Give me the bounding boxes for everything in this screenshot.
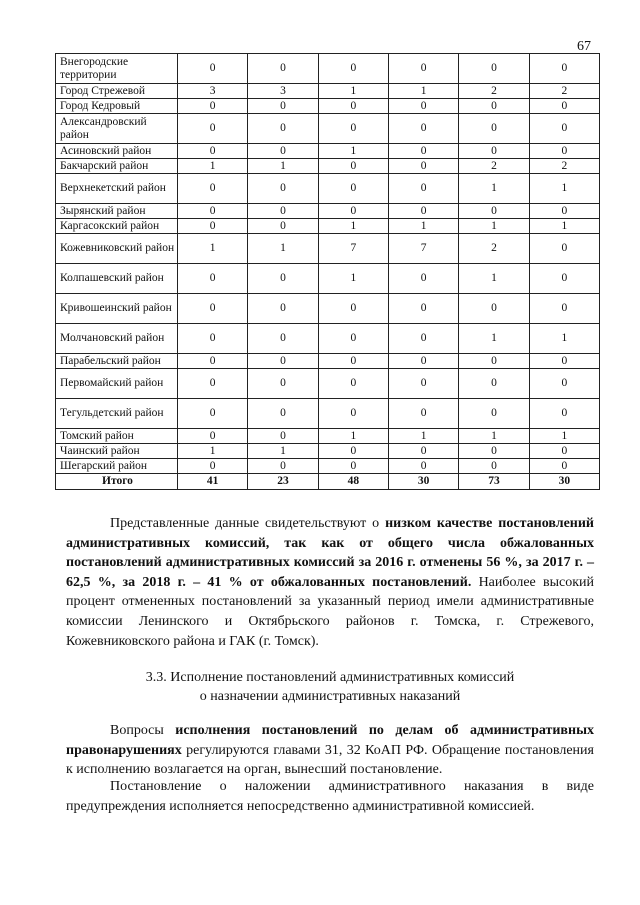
table-cell-district: Асиновский район bbox=[56, 144, 178, 159]
table-cell-value: 0 bbox=[248, 219, 318, 234]
table-row bbox=[56, 144, 600, 159]
table-cell-value: 0 bbox=[248, 174, 318, 204]
table-cell-value: 0 bbox=[529, 354, 599, 369]
table-cell-value: 0 bbox=[318, 114, 388, 144]
table-cell-value: 0 bbox=[529, 114, 599, 144]
table-cell-value: 30 bbox=[529, 474, 599, 490]
table-cell-value: 0 bbox=[248, 459, 318, 474]
appeals-table bbox=[55, 53, 600, 490]
section-heading bbox=[66, 668, 594, 706]
paragraph-quality-conclusion bbox=[66, 514, 594, 651]
table-cell-value: 0 bbox=[388, 204, 458, 219]
table-cell-value: 1 bbox=[248, 444, 318, 459]
table-row bbox=[56, 444, 600, 459]
table-cell-value: 1 bbox=[459, 324, 529, 354]
table-cell-value: 0 bbox=[388, 354, 458, 369]
table-cell-value: 0 bbox=[248, 369, 318, 399]
table-cell-value: 1 bbox=[178, 159, 248, 174]
table-cell-value: 48 bbox=[318, 474, 388, 490]
table-cell-value: 1 bbox=[529, 174, 599, 204]
paragraph-text: регулируются главами 31, 32 КоАП РФ. Обращение постановления к исполнению возлагается на орган, вынесший постановление. bbox=[66, 742, 594, 778]
table-cell-district: Шегарский район bbox=[56, 459, 178, 474]
page-number: 67 bbox=[577, 39, 591, 54]
table-row bbox=[56, 234, 600, 264]
table-cell-value: 3 bbox=[178, 84, 248, 99]
table-row bbox=[56, 54, 600, 84]
table-row bbox=[56, 264, 600, 294]
paragraph-text: Вопросы bbox=[110, 723, 176, 738]
table-cell-district: Зырянский район bbox=[56, 204, 178, 219]
table-cell-value: 0 bbox=[318, 459, 388, 474]
table-cell-value: 0 bbox=[459, 459, 529, 474]
table-cell-value: 1 bbox=[388, 219, 458, 234]
table-cell-value: 0 bbox=[459, 54, 529, 84]
table-cell-value: 2 bbox=[459, 159, 529, 174]
table-cell-value: 0 bbox=[388, 114, 458, 144]
table-cell-value: 0 bbox=[529, 234, 599, 264]
table-cell-value: 2 bbox=[459, 84, 529, 99]
table-cell-value: 0 bbox=[529, 54, 599, 84]
table-cell-value: 0 bbox=[318, 399, 388, 429]
table-cell-value: 7 bbox=[318, 234, 388, 264]
table-cell-value: 0 bbox=[529, 99, 599, 114]
table-cell-value: 0 bbox=[459, 354, 529, 369]
paragraph-bold-text: исполнения постановлений по делам об административных правонарушениях bbox=[66, 723, 594, 758]
table-cell-value: 0 bbox=[248, 264, 318, 294]
table-cell-value: 0 bbox=[459, 144, 529, 159]
table-total-row bbox=[56, 474, 600, 490]
table-cell-value: 0 bbox=[248, 324, 318, 354]
table-cell-value: 0 bbox=[459, 294, 529, 324]
table-cell-district: Верхнекетский район bbox=[56, 174, 178, 204]
table-cell-value: 2 bbox=[529, 84, 599, 99]
paragraph-text: Представленные данные свидетельствуют о bbox=[110, 516, 386, 531]
table-cell-value: 1 bbox=[459, 219, 529, 234]
table-cell-value: 1 bbox=[388, 429, 458, 444]
table-cell-value: 0 bbox=[318, 54, 388, 84]
table-cell-value: 0 bbox=[248, 99, 318, 114]
table-cell-value: 0 bbox=[529, 399, 599, 429]
table-cell-district: Чаинский район bbox=[56, 444, 178, 459]
table-cell-value: 7 bbox=[388, 234, 458, 264]
table-cell-value: 0 bbox=[529, 294, 599, 324]
table-cell-value: 0 bbox=[388, 444, 458, 459]
table-cell-value: 30 bbox=[388, 474, 458, 490]
table-cell-value: 23 bbox=[248, 474, 318, 490]
table-row bbox=[56, 159, 600, 174]
table-cell-district: Бакчарский район bbox=[56, 159, 178, 174]
table-cell-district: Александровский район bbox=[56, 114, 178, 144]
table-cell-value: 0 bbox=[178, 144, 248, 159]
table-cell-value: 0 bbox=[178, 204, 248, 219]
table-cell-value: 0 bbox=[318, 324, 388, 354]
table-cell-value: 3 bbox=[248, 84, 318, 99]
table-cell-value: 0 bbox=[178, 264, 248, 294]
table-cell-district: Внегородские территории bbox=[56, 54, 178, 84]
table-row bbox=[56, 399, 600, 429]
table-cell-value: 0 bbox=[388, 369, 458, 399]
table-cell-value: 0 bbox=[178, 174, 248, 204]
table-cell-value: 0 bbox=[529, 204, 599, 219]
table-cell-value: 0 bbox=[459, 369, 529, 399]
table-cell-value: 0 bbox=[388, 294, 458, 324]
table-cell-value: 0 bbox=[529, 144, 599, 159]
table-cell-value: 0 bbox=[529, 459, 599, 474]
table-cell-value: 0 bbox=[388, 99, 458, 114]
table-cell-value: 0 bbox=[178, 459, 248, 474]
table-cell-value: 0 bbox=[459, 444, 529, 459]
table-cell-value: 2 bbox=[459, 234, 529, 264]
table-row bbox=[56, 84, 600, 99]
table-cell-value: 41 bbox=[178, 474, 248, 490]
table-cell-value: 1 bbox=[318, 264, 388, 294]
table-cell-district: Парабельский район bbox=[56, 354, 178, 369]
table-cell-value: 0 bbox=[248, 399, 318, 429]
table-row bbox=[56, 174, 600, 204]
table-cell-value: 1 bbox=[318, 219, 388, 234]
table-row bbox=[56, 99, 600, 114]
paragraph-text: Наиболее высокий процент отмененных постановлений за указанный период имели административные комиссии Ленинского и Октябрьского районов г. Томска, г. Стрежевого, Кожевниковского района и ГАК (г. Томск). bbox=[66, 574, 595, 649]
table-row bbox=[56, 459, 600, 474]
table-cell-district: Первомайский район bbox=[56, 369, 178, 399]
table-cell-value: 1 bbox=[459, 429, 529, 444]
table-cell-district: Тегульдетский район bbox=[56, 399, 178, 429]
table-cell-value: 1 bbox=[318, 84, 388, 99]
section-heading-line: о назначении административных наказаний bbox=[199, 689, 461, 704]
table-cell-value: 1 bbox=[459, 264, 529, 294]
table-cell-district: Город Кедровый bbox=[56, 99, 178, 114]
table-cell-value: 0 bbox=[178, 429, 248, 444]
table-cell-value: 0 bbox=[318, 444, 388, 459]
table-row bbox=[56, 204, 600, 219]
table-row bbox=[56, 354, 600, 369]
table-cell-value: 0 bbox=[388, 159, 458, 174]
table-cell-value: 0 bbox=[529, 444, 599, 459]
table-cell-value: 0 bbox=[178, 219, 248, 234]
table-cell-value: 0 bbox=[178, 99, 248, 114]
table-cell-value: 0 bbox=[388, 174, 458, 204]
table-cell-value: 1 bbox=[248, 234, 318, 264]
table-cell-district: Кожевниковский район bbox=[56, 234, 178, 264]
table-cell-district: Томский район bbox=[56, 429, 178, 444]
table-cell-value: 0 bbox=[459, 99, 529, 114]
table-cell-value: 0 bbox=[388, 459, 458, 474]
table-cell-value: 0 bbox=[178, 114, 248, 144]
table-cell-value: 1 bbox=[388, 84, 458, 99]
paragraph-execution-questions bbox=[66, 721, 594, 780]
table-cell-value: 1 bbox=[178, 234, 248, 264]
table-row bbox=[56, 294, 600, 324]
table-cell-value: 1 bbox=[178, 444, 248, 459]
table-cell-value: 0 bbox=[318, 204, 388, 219]
table-cell-value: 0 bbox=[248, 114, 318, 144]
table-cell-district: Кривошеинский район bbox=[56, 294, 178, 324]
table-cell-value: 0 bbox=[388, 324, 458, 354]
table-cell-value: 0 bbox=[248, 204, 318, 219]
paragraph-bold-text: низком качестве постановлений административных комиссий, так как от общего числа обжалованных постановлений административных комиссий за 2016 г. отменены 56 %, за 2017 г. – 62,5 %, за 2018 г. – 41 % от обжалованных постановлений. bbox=[66, 516, 594, 590]
table-cell-district: Колпашевский район bbox=[56, 264, 178, 294]
table-cell-value: 2 bbox=[529, 159, 599, 174]
table-cell-value: 1 bbox=[529, 429, 599, 444]
table-cell-district: Каргасокский район bbox=[56, 219, 178, 234]
table-cell-value: 0 bbox=[178, 294, 248, 324]
table-cell-value: 0 bbox=[388, 264, 458, 294]
table-cell-value: 0 bbox=[318, 99, 388, 114]
table-cell-value: 0 bbox=[318, 354, 388, 369]
table-row bbox=[56, 429, 600, 444]
table-cell-value: 0 bbox=[248, 354, 318, 369]
table-cell-value: 1 bbox=[529, 324, 599, 354]
table-cell-value: 0 bbox=[248, 429, 318, 444]
table-cell-value: 1 bbox=[318, 144, 388, 159]
table-cell-value: 0 bbox=[318, 174, 388, 204]
table-cell-district: Город Стрежевой bbox=[56, 84, 178, 99]
table-cell-value: 0 bbox=[178, 354, 248, 369]
table-cell-value: 0 bbox=[178, 54, 248, 84]
table-cell-value: 1 bbox=[248, 159, 318, 174]
table-cell-value: 0 bbox=[388, 54, 458, 84]
table-cell-value: 0 bbox=[318, 294, 388, 324]
table-cell-value: 0 bbox=[178, 324, 248, 354]
table-cell-value: 0 bbox=[459, 114, 529, 144]
table-cell-district: Молчановский район bbox=[56, 324, 178, 354]
section-heading-line: 3.3. Исполнение постановлений административных комиссий bbox=[145, 670, 515, 685]
table-cell-value: 1 bbox=[529, 219, 599, 234]
table-cell-value: 0 bbox=[529, 264, 599, 294]
table-cell-value: 0 bbox=[248, 54, 318, 84]
table-cell-value: 0 bbox=[529, 369, 599, 399]
table-cell-value: 0 bbox=[318, 159, 388, 174]
table-cell-value: 0 bbox=[248, 144, 318, 159]
table-cell-value: 0 bbox=[178, 369, 248, 399]
table-cell-value: 0 bbox=[459, 399, 529, 429]
table-cell-value: 0 bbox=[388, 399, 458, 429]
table-cell-value: 0 bbox=[248, 294, 318, 324]
table-cell-value: 0 bbox=[459, 204, 529, 219]
table-row bbox=[56, 369, 600, 399]
table-cell-district: Итого bbox=[56, 474, 178, 490]
paragraph-text: Постановление о наложении административного наказания в виде предупреждения исполняется непосредственно административной комиссией. bbox=[66, 779, 594, 814]
table-cell-value: 0 bbox=[388, 144, 458, 159]
table-cell-value: 0 bbox=[318, 369, 388, 399]
table-row bbox=[56, 219, 600, 234]
table-row bbox=[56, 324, 600, 354]
paragraph-warning-execution bbox=[66, 777, 594, 816]
table-cell-value: 0 bbox=[178, 399, 248, 429]
table-row bbox=[56, 114, 600, 144]
table-cell-value: 1 bbox=[459, 174, 529, 204]
table-cell-value: 73 bbox=[459, 474, 529, 490]
table-cell-value: 1 bbox=[318, 429, 388, 444]
